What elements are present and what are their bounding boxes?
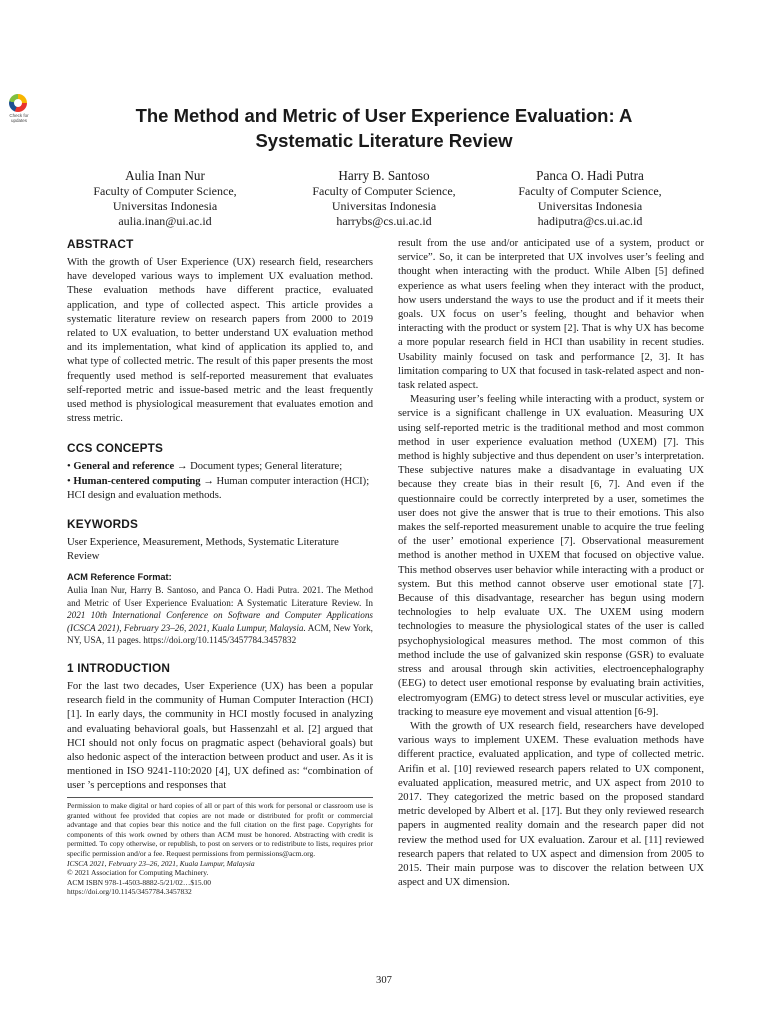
badge-caption: Check for updates bbox=[9, 113, 29, 123]
author-affiliation: Faculty of Computer Science, bbox=[312, 184, 456, 198]
isbn-line: ACM ISBN 978-1-4503-8882-5/21/02…$15.00 bbox=[67, 877, 211, 887]
copyright-line: © 2021 Association for Computing Machinery. bbox=[67, 868, 209, 878]
author-name: Harry B. Santoso bbox=[338, 168, 430, 183]
doi-link[interactable]: https://doi.org/10.1145/3457784.3457832 bbox=[67, 887, 192, 897]
ccs-heading: CCS CONCEPTS bbox=[67, 441, 164, 456]
reference-format-heading: ACM Reference Format: bbox=[67, 572, 172, 583]
author-1 bbox=[70, 167, 260, 229]
author-name: Aulia Inan Nur bbox=[125, 168, 205, 183]
check-for-updates-badge[interactable] bbox=[4, 94, 34, 126]
keywords-heading: KEYWORDS bbox=[67, 517, 139, 532]
ccs-item-2: • Human-centered computing → Human computer interaction (HCI); HCI design and evaluation methods. bbox=[67, 475, 370, 501]
page-number: 307 bbox=[376, 975, 392, 986]
left-column bbox=[67, 237, 373, 794]
author-affiliation: Faculty of Computer Science, bbox=[518, 184, 662, 198]
author-affiliation: Faculty of Computer Science, bbox=[93, 184, 237, 198]
right-paragraph-3: With the growth of UX research field, researchers have developed various ways to implement UXEM. These evaluation methods have different practice, evaluated application, and type of collected metric. Arifin et al. [10] reviewed research papers related to UX component, evaluated application, measured metric, and UX aspect from 2010 to 2017. They categorized the metric based on the proposed standard metric developed by Albert et al. [17]. But they only reviewed research papers in augmented reality domain and the research paper did not review the method used for UX evaluation. Zarour et al. [11] reviewed research papers that related to UX aspect and dimension from 2005 to 2015. Their main purpose was to discover the relation between UX aspect and UX dimension. bbox=[398, 720, 704, 889]
abstract-text: With the growth of User Experience (UX) research field, researchers have developed various ways to implement UX evaluation method. These evaluation methods have different practice, evaluated application, and type of collected aspect. This article provides a systematic literature review on research papers from 2000 to 2019 related to UX evaluation, to better understand UX evaluation method and its implementation, what kind of application its applied to, and what type of collected metric. The result of this paper presents the most frequently used method is self-reported measurement that evaluates self-reported metric and issue-based metric and the least frequently used method is physiological measurement that evaluates emotion and stress metric. bbox=[67, 257, 373, 425]
author-institution: Universitas Indonesia bbox=[112, 199, 218, 213]
keywords-text: User Experience, Measurement, Methods, Systematic Literature Review bbox=[67, 537, 339, 563]
author-email: hadiputra@cs.ui.ac.id bbox=[537, 214, 643, 228]
author-2 bbox=[289, 167, 479, 229]
right-paragraph-1: result from the use and/or anticipated use of a system, product or service”. So, it can be interpreted that UX involves user’s feeling and thought when interacting with the product. While Alben [5] defined experience as what users feeling when they interact with the product, how users understand the ways to use the product and if it meets their goals. UX focus on user’s feeling, thought and behavior when interacting with the product or system [2]. That is why UX has become a more popular research field in HCI than usability in recent studies. Usability mainly focused on task and performance [2, 3]. It has limitation comparing to UX that focused in task-related aspect and non-task related aspect. bbox=[398, 238, 704, 392]
reference-format-text: Aulia Inan Nur, Harry B. Santoso, and Panca O. Hadi Putra. 2021. The Method and Metric of User Experience Evaluation: A Systematic Literature Review. In 2021 10th International Conference on Software and Computer Applications (ICSCA 2021), February 23–26, 2021, Kuala Lumpur, Malaysia. ACM, New York, NY, USA, 11 pages. https://doi.org/10.1145/3457784.3457832 bbox=[67, 585, 373, 646]
author-email: aulia.inan@ui.ac.id bbox=[118, 214, 212, 228]
author-institution: Universitas Indonesia bbox=[331, 199, 437, 213]
author-email: harrybs@cs.ui.ac.id bbox=[336, 214, 432, 228]
introduction-heading: 1 INTRODUCTION bbox=[67, 660, 171, 675]
right-paragraph-2: Measuring user’s feeling while interacting with a product, system or service is a significant challenge in UX evaluation. Measuring UX using self-reported metric is the traditional method and most common method in user experience evaluation method (UXEM) [7]. This method is highly subjective and thus dependent on user’s interpretation. These subjective natures make a disadvantage in evaluating UX because they create bias in their result [6, 7]. And even if the questionnaire could be correctly interpreted by a user, sometimes the user does not give the answer that is true to their emotions. This also makes the self-reported measurement unable to acquire the true feeling of the user’ emotional experience [7]. Observational measurement method is another method in UXEM that focused on objective value. This method observes user behavior while interacting with a product or system. But this method cannot observe user emotional state [7]. Because of this disadvantage, researcher has begun using modern technologies to help evaluate UX. The UXEM using modern technologies to measure the physiological states of the user is called psychophysiological measures method. The most common of this method include the use of galvanized skin response (GSR) to evaluate stress and arousal through skin activities, electroencephalography (EEG) to detect user emotional response by evaluating brain activities, electromyogram (EMG) to detect stress level or muscular activities, eye tracking to measure eye movement and visual attention [6-9]. bbox=[398, 394, 704, 718]
crossmark-icon bbox=[9, 94, 27, 112]
author-institution: Universitas Indonesia bbox=[537, 199, 643, 213]
footnote-block bbox=[67, 797, 373, 897]
ccs-item-1: • General and reference → Document types; General literature; bbox=[67, 461, 343, 473]
conference-line: ICSCA 2021, February 23–26, 2021, Kuala Lumpur, Malaysia bbox=[67, 858, 255, 868]
abstract-heading: ABSTRACT bbox=[67, 237, 134, 251]
author-name: Panca O. Hadi Putra bbox=[536, 168, 644, 183]
author-3 bbox=[495, 167, 685, 229]
right-column bbox=[398, 237, 704, 890]
paper-title: The Method and Metric of User Experience Evaluation: A Systematic Literature Review bbox=[135, 105, 633, 151]
permission-notice: Permission to make digital or hard copies of all or part of this work for personal or classroom use is granted without fee provided that copies are not made or distributed for profit or commercial advantage and that copies bear this notice and the full citation on the first page. Copyrights for components of this work owned by others than ACM must be honored. Abstracting with credit is permitted. To copy otherwise, or republish, to post on servers or to redistribute to lists, requires prior specific permission and/or a fee. Request permissions from permissions@acm.org. bbox=[67, 801, 373, 858]
intro-paragraph: For the last two decades, User Experience (UX) has been a popular research field in the community of Human Computer Interaction (HCI) [1]. In early days, the community in HCI mostly focused in analyzing and evaluating behavioral goals, but Hassenzahl et al. [2] argued that HCI should not only focus on pragmatic aspect (behavioral goals) but also hedonic aspect of the interaction between product and user. As it is mentioned in ISO 9241-110:2020 [4], UX defined as: “combination of user ’s perceptions and responses that bbox=[67, 680, 373, 792]
